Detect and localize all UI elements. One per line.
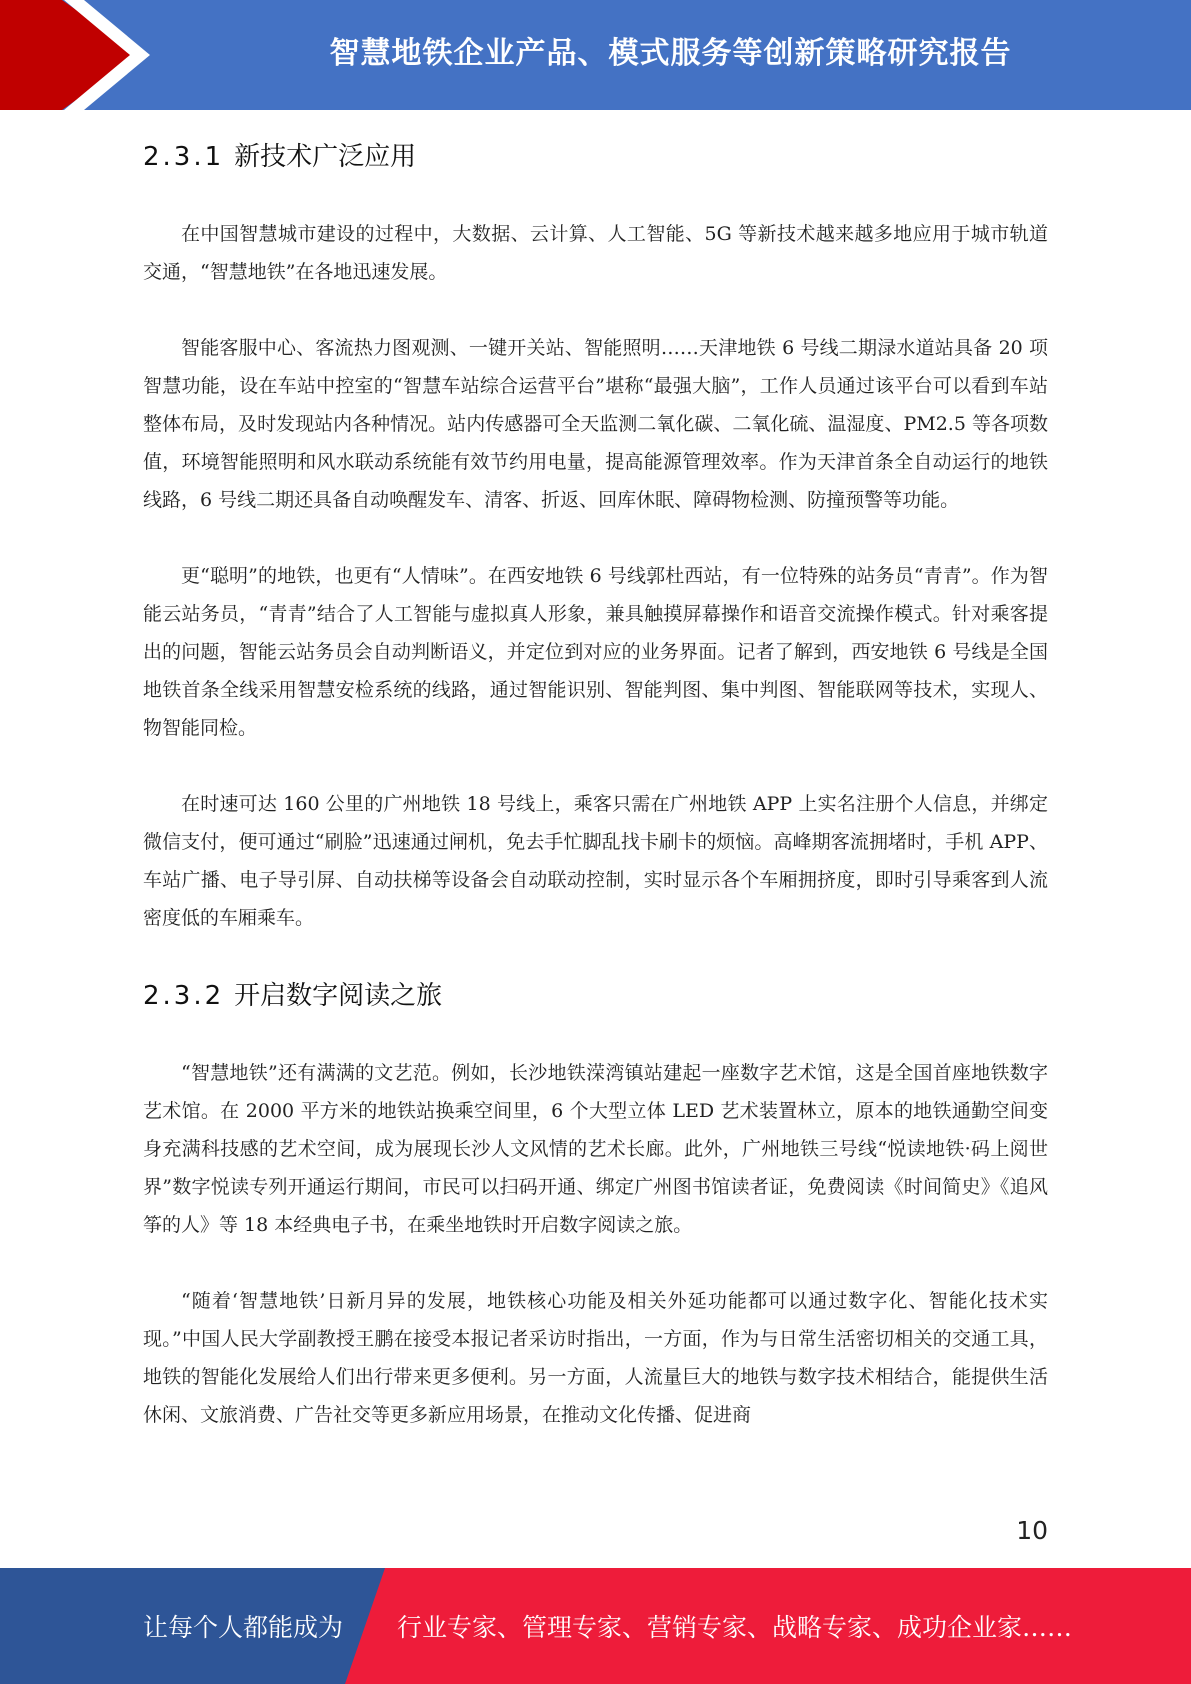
section-title: 新技术广泛应用	[234, 142, 417, 172]
paragraph: 更“聪明”的地铁，也更有“人情味”。在西安地铁 6 号线郭杜西站，有一位特殊的站务员“青青”。作为智能云站务员，“青青”结合了人工智能与虚拟真人形象，兼具触摸屏幕操作和语音交流操作模式。针对乘客提出的问题，智能云站务员会自动判断语义，并定位到对应的业务界面。记者了解到，西安地铁 6 号线是全国地铁首条全线采用智慧安检系统的线路，通过智能识别、智能判图、集中判图、智能联网等技术，实现人、物智能同检。	[143, 565, 1048, 739]
paragraph: “随着‘智慧地铁’日新月异的发展，地铁核心功能及相关外延功能都可以通过数字化、智能化技术实现。”中国人民大学副教授王鹏在接受本报记者采访时指出，一方面，作为与日常生活密切相关的交通工具，地铁的智能化发展给人们出行带来更多便利。另一方面，人流量巨大的地铁与数字技术相结合，能提供生活休闲、文旅消费、广告社交等更多新应用场景，在推动文化传播、促进商	[143, 1290, 1048, 1426]
report-title: 智慧地铁企业产品、模式服务等创新策略研究报告	[329, 36, 1012, 71]
section-2-3-2	[143, 975, 1048, 1434]
page-header	[0, 0, 1191, 110]
page-footer	[0, 1568, 1191, 1684]
header-red-arrow-graphic	[0, 0, 150, 110]
section-number: 2.3.2	[143, 981, 225, 1011]
paragraph: 在时速可达 160 公里的广州地铁 18 号线上，乘客只需在广州地铁 APP 上实名注册个人信息，并绑定微信支付，便可通过“刷脸”迅速通过闸机，免去手忙脚乱找卡刷卡的烦恼。高峰期客流拥堵时，手机 APP、车站广播、电子导引屏、自动扶梯等设备会自动联动控制，实时显示各个车厢拥挤度，即时引导乘客到人流密度低的车厢乘车。	[143, 793, 1048, 929]
paragraph: “智慧地铁”还有满满的文艺范。例如，长沙地铁溁湾镇站建起一座数字艺术馆，这是全国首座地铁数字艺术馆。在 2000 平方米的地铁站换乘空间里，6 个大型立体 LED 艺术装置林立，原本的地铁通勤空间变身充满科技感的艺术空间，成为展现长沙人文风情的艺术长廊。此外，广州地铁三号线“悦读地铁·码上阅世界”数字悦读专列开通运行期间，市民可以扫码开通、绑定广州图书馆读者证，免费阅读《时间简史》《追风筝的人》等 18 本经典电子书，在乘坐地铁时开启数字阅读之旅。	[143, 1062, 1048, 1236]
paragraph: 智能客服中心、客流热力图观测、一键开关站、智能照明……天津地铁 6 号线二期渌水道站具备 20 项智慧功能，设在车站中控室的“智慧车站综合运营平台”堪称“最强大脑”，工作人员通过该平台可以看到车站整体布局，及时发现站内各种情况。站内传感器可全天监测二氧化碳、二氧化硫、温湿度、PM2.5 等各项数值，环境智能照明和风水联动系统能有效节约用电量，提高能源管理效率。作为天津首条全自动运行的地铁线路，6 号线二期还具备自动唤醒发车、清客、折返、回库休眠、障碍物检测、防撞预警等功能。	[143, 337, 1048, 511]
section-number: 2.3.1	[143, 142, 225, 172]
footer-slogan-right: 行业专家、管理专家、营销专家、战略专家、成功企业家……	[397, 1613, 1073, 1642]
main-content	[143, 112, 1048, 1472]
paragraph: 在中国智慧城市建设的过程中，大数据、云计算、人工智能、5G 等新技术越来越多地应用于城市轨道交通，“智慧地铁”在各地迅速发展。	[143, 223, 1048, 283]
section-2-3-1	[143, 136, 1048, 937]
section-heading	[143, 136, 1048, 173]
section-heading	[143, 975, 1048, 1012]
page-number: 10	[1016, 1516, 1048, 1545]
footer-slogan-left: 让每个人都能成为	[143, 1613, 344, 1642]
section-title: 开启数字阅读之旅	[234, 981, 443, 1011]
